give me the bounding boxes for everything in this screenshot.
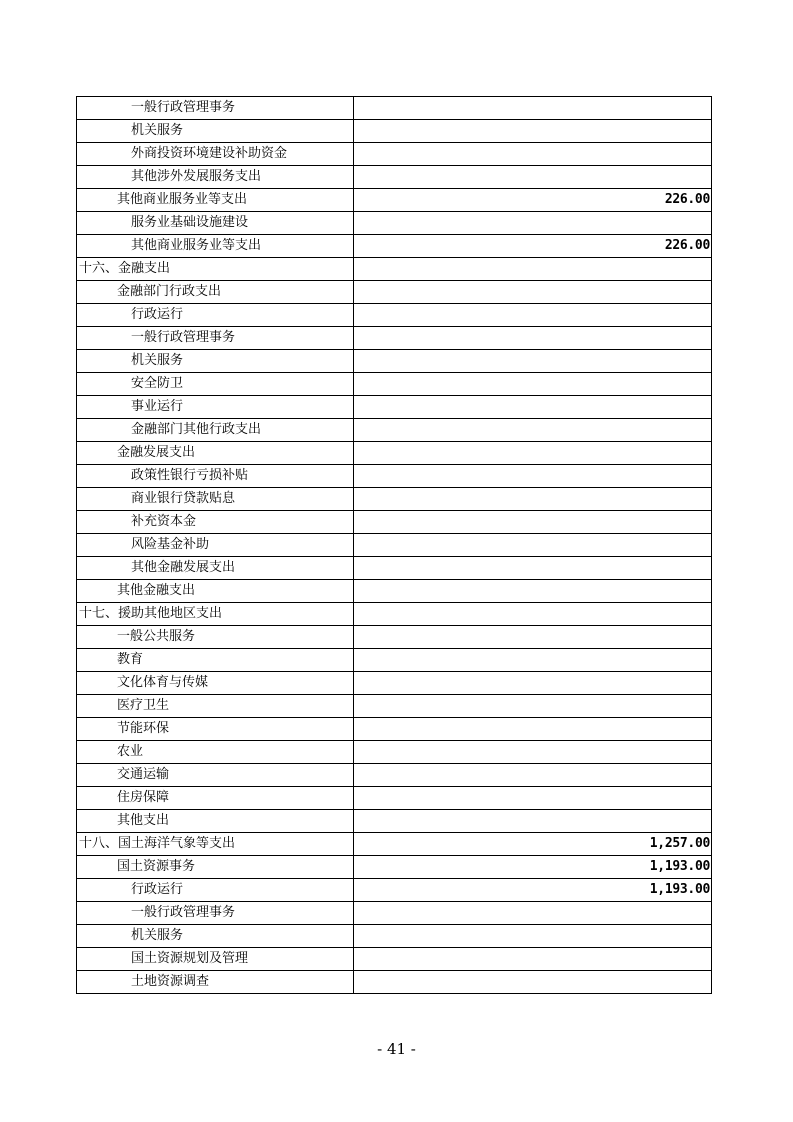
amount-cell (354, 649, 712, 672)
table-row (77, 488, 712, 511)
amount-cell (354, 626, 712, 649)
table-row (77, 281, 712, 304)
table-row (77, 580, 712, 603)
amount-cell (354, 350, 712, 373)
table-row (77, 304, 712, 327)
item-name-cell: 一般行政管理事务 (77, 97, 354, 120)
item-name-cell: 金融发展支出 (77, 442, 354, 465)
amount-cell (354, 557, 712, 580)
item-name-cell: 医疗卫生 (77, 695, 354, 718)
item-name-cell: 一般行政管理事务 (77, 902, 354, 925)
table-row (77, 465, 712, 488)
table-row (77, 695, 712, 718)
item-name-cell: 交通运输 (77, 764, 354, 787)
item-name-cell: 外商投资环境建设补助资金 (77, 143, 354, 166)
table-row (77, 235, 712, 258)
item-name-cell: 十八、国土海洋气象等支出 (77, 833, 354, 856)
table-row (77, 327, 712, 350)
item-name-cell: 土地资源调查 (77, 971, 354, 994)
item-name-cell: 其他支出 (77, 810, 354, 833)
item-name-cell: 其他金融发展支出 (77, 557, 354, 580)
amount-cell (354, 695, 712, 718)
table-row (77, 350, 712, 373)
table-row (77, 879, 712, 902)
amount-cell (354, 120, 712, 143)
item-name-cell: 风险基金补助 (77, 534, 354, 557)
item-name-cell: 机关服务 (77, 925, 354, 948)
amount-cell (354, 580, 712, 603)
table-row (77, 166, 712, 189)
table-row (77, 649, 712, 672)
amount-cell (354, 948, 712, 971)
table-row (77, 120, 712, 143)
table-row (77, 97, 712, 120)
item-name-cell: 住房保障 (77, 787, 354, 810)
amount-cell: 226.00 (354, 235, 712, 258)
item-name-cell: 文化体育与传媒 (77, 672, 354, 695)
item-name-cell: 事业运行 (77, 396, 354, 419)
amount-cell (354, 764, 712, 787)
table-row (77, 396, 712, 419)
item-name-cell: 行政运行 (77, 879, 354, 902)
amount-cell: 1,193.00 (354, 879, 712, 902)
amount-cell (354, 97, 712, 120)
table-row (77, 672, 712, 695)
amount-cell (354, 304, 712, 327)
item-name-cell: 机关服务 (77, 350, 354, 373)
table-row (77, 212, 712, 235)
amount-cell (354, 534, 712, 557)
table-row (77, 557, 712, 580)
amount-cell: 1,257.00 (354, 833, 712, 856)
item-name-cell: 商业银行贷款贴息 (77, 488, 354, 511)
amount-cell (354, 166, 712, 189)
table-row (77, 948, 712, 971)
page-number: - 41 - (377, 1040, 416, 1058)
table-row (77, 442, 712, 465)
budget-expenditure-table (76, 96, 712, 994)
table-row (77, 258, 712, 281)
amount-cell (354, 488, 712, 511)
table-row (77, 925, 712, 948)
amount-cell (354, 741, 712, 764)
table-row (77, 419, 712, 442)
table-row (77, 833, 712, 856)
amount-cell (354, 603, 712, 626)
item-name-cell: 其他金融支出 (77, 580, 354, 603)
item-name-cell: 金融部门其他行政支出 (77, 419, 354, 442)
item-name-cell: 国土资源事务 (77, 856, 354, 879)
amount-cell (354, 281, 712, 304)
table-body (77, 97, 712, 994)
amount-cell (354, 787, 712, 810)
table-row (77, 971, 712, 994)
amount-cell (354, 465, 712, 488)
table-row (77, 718, 712, 741)
table-row (77, 856, 712, 879)
table-row (77, 626, 712, 649)
item-name-cell: 其他商业服务业等支出 (77, 189, 354, 212)
table-row (77, 603, 712, 626)
amount-cell (354, 442, 712, 465)
table-row (77, 143, 712, 166)
item-name-cell: 农业 (77, 741, 354, 764)
amount-cell (354, 971, 712, 994)
amount-cell (354, 419, 712, 442)
amount-cell: 226.00 (354, 189, 712, 212)
item-name-cell: 十七、援助其他地区支出 (77, 603, 354, 626)
amount-cell (354, 373, 712, 396)
table-row (77, 810, 712, 833)
table-row (77, 373, 712, 396)
table-row (77, 189, 712, 212)
table-row (77, 511, 712, 534)
item-name-cell: 行政运行 (77, 304, 354, 327)
item-name-cell: 一般公共服务 (77, 626, 354, 649)
table-row (77, 741, 712, 764)
item-name-cell: 一般行政管理事务 (77, 327, 354, 350)
item-name-cell: 机关服务 (77, 120, 354, 143)
item-name-cell: 其他涉外发展服务支出 (77, 166, 354, 189)
amount-cell (354, 396, 712, 419)
table-row (77, 902, 712, 925)
item-name-cell: 教育 (77, 649, 354, 672)
amount-cell (354, 258, 712, 281)
item-name-cell: 安全防卫 (77, 373, 354, 396)
item-name-cell: 政策性银行亏损补贴 (77, 465, 354, 488)
table-row (77, 787, 712, 810)
amount-cell (354, 327, 712, 350)
amount-cell: 1,193.00 (354, 856, 712, 879)
amount-cell (354, 212, 712, 235)
amount-cell (354, 925, 712, 948)
item-name-cell: 金融部门行政支出 (77, 281, 354, 304)
item-name-cell: 国土资源规划及管理 (77, 948, 354, 971)
item-name-cell: 服务业基础设施建设 (77, 212, 354, 235)
amount-cell (354, 511, 712, 534)
table-row (77, 764, 712, 787)
item-name-cell: 其他商业服务业等支出 (77, 235, 354, 258)
item-name-cell: 十六、金融支出 (77, 258, 354, 281)
amount-cell (354, 718, 712, 741)
item-name-cell: 节能环保 (77, 718, 354, 741)
amount-cell (354, 902, 712, 925)
amount-cell (354, 810, 712, 833)
table-row (77, 534, 712, 557)
amount-cell (354, 143, 712, 166)
item-name-cell: 补充资本金 (77, 511, 354, 534)
amount-cell (354, 672, 712, 695)
